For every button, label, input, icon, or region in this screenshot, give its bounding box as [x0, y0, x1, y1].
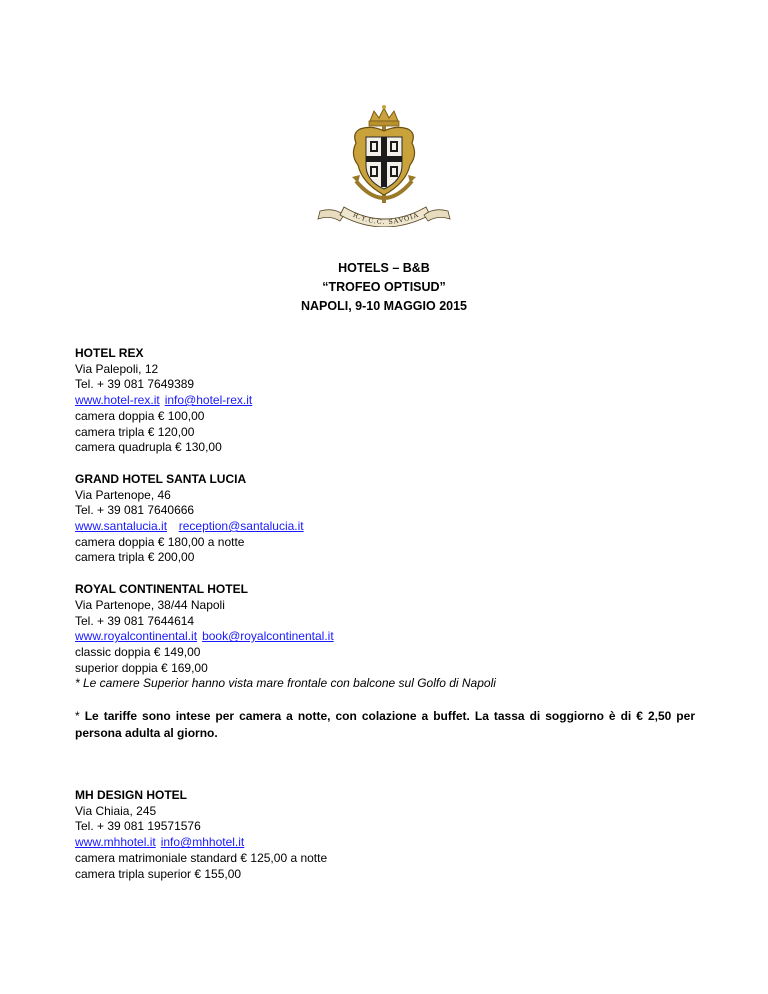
- hotel-entry-mh-design: [75, 788, 695, 882]
- hotel-name: ROYAL CONTINENTAL HOTEL: [75, 582, 248, 597]
- hotel-rate: classic doppia € 149,00: [75, 644, 201, 659]
- hotel-links: [75, 519, 695, 535]
- hotel-address: Via Chiaia, 245: [75, 803, 157, 818]
- hotel-website-link[interactable]: www.mhhotel.it: [75, 835, 156, 850]
- title-line-1: HOTELS – B&B: [338, 261, 430, 275]
- section-spacer: [75, 742, 695, 788]
- hotel-address: Via Partenope, 38/44 Napoli: [75, 597, 225, 612]
- hotel-address: Via Partenope, 46: [75, 487, 171, 502]
- hotel-links: [75, 629, 695, 645]
- hotel-entry-royal-continental: [75, 582, 695, 692]
- hotel-entry-santa-lucia: [75, 472, 695, 566]
- hotel-phone: Tel. + 39 081 19571576: [75, 819, 201, 834]
- hotel-name: HOTEL REX: [75, 346, 144, 360]
- club-crest-logo: [316, 103, 452, 227]
- note-asterisk: *: [75, 709, 80, 724]
- hotel-name: MH DESIGN HOTEL: [75, 788, 188, 803]
- hotel-email-link[interactable]: reception@santalucia.it: [178, 519, 304, 534]
- hotel-phone: Tel. + 39 081 7640666: [75, 503, 195, 518]
- hotel-website-link[interactable]: www.royalcontinental.it: [75, 629, 198, 644]
- hotel-links: [75, 393, 695, 409]
- title-line-2: “TROFEO OPTISUD”: [322, 280, 446, 294]
- hotel-links: [75, 835, 695, 851]
- shield-icon: [353, 127, 414, 195]
- hotel-rate: camera quadrupla € 130,00: [75, 440, 222, 455]
- hotel-entry-rex: [75, 346, 695, 456]
- hotel-address: Via Palepoli, 12: [75, 361, 159, 376]
- document-title: [0, 259, 768, 316]
- general-rates-note: [75, 708, 695, 742]
- hotel-name: GRAND HOTEL SANTA LUCIA: [75, 471, 247, 486]
- hotel-email-link[interactable]: info@mhhotel.it: [160, 835, 245, 850]
- hotel-email-link[interactable]: book@royalcontinental.it: [202, 629, 334, 644]
- ribbon-banner: [318, 207, 450, 227]
- hotel-website-link[interactable]: www.santalucia.it: [75, 519, 168, 534]
- note-text: Le tariffe sono intese per camera a notte, con colazione a buffet. La tassa di soggiorno è di € 2,50 per persona adulta al giorno.: [75, 709, 695, 741]
- hotel-note: * Le camere Superior hanno vista mare frontale con balcone sul Golfo di Napoli: [75, 676, 496, 691]
- hotel-rate: camera doppia € 100,00: [75, 408, 205, 423]
- hotel-rate: camera tripla € 120,00: [75, 424, 195, 439]
- hotel-email-link[interactable]: info@hotel-rex.it: [164, 393, 253, 408]
- hotel-rate: camera tripla superior € 155,00: [75, 866, 242, 881]
- hotel-list: [75, 346, 695, 882]
- hotel-rate: camera tripla € 200,00: [75, 550, 195, 565]
- hotel-phone: Tel. + 39 081 7649389: [75, 377, 195, 392]
- title-line-3: NAPOLI, 9-10 MAGGIO 2015: [300, 299, 468, 313]
- hotel-rate: camera matrimoniale standard € 125,00 a notte: [75, 850, 328, 865]
- hotel-rate: camera doppia € 180,00 a notte: [75, 534, 245, 549]
- hotel-website-link[interactable]: www.hotel-rex.it: [75, 393, 160, 408]
- crown-icon: [369, 105, 399, 126]
- ribbon-motto: R.Y.C.C. SAVOIA: [351, 210, 421, 227]
- hotel-phone: Tel. + 39 081 7644614: [75, 613, 195, 628]
- hotel-rate: superior doppia € 169,00: [75, 660, 208, 675]
